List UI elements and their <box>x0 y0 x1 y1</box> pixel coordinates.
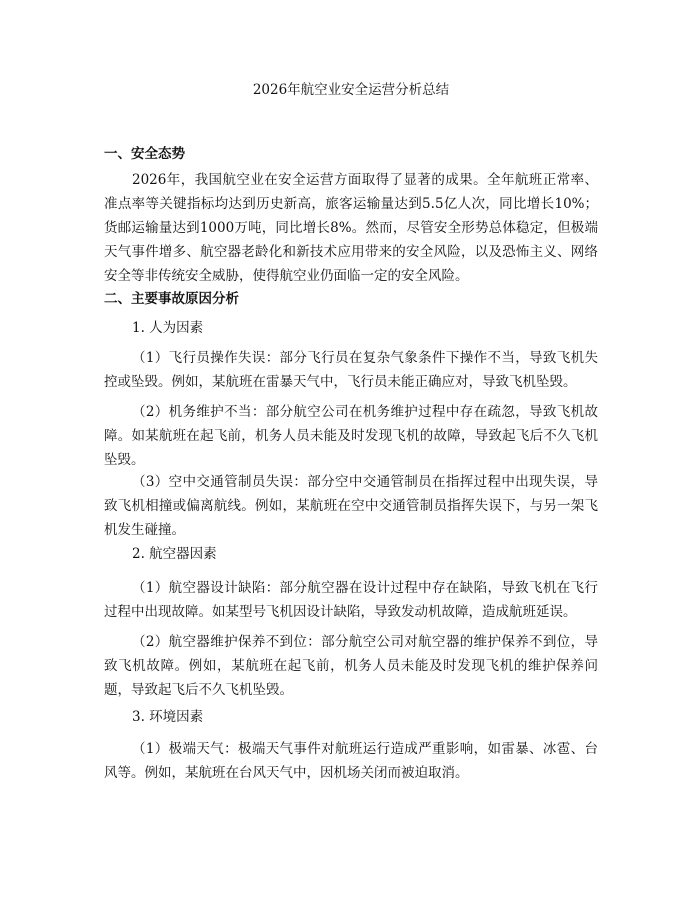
subsection-environmental-factors: 3. 环境因素 <box>132 709 204 725</box>
section-heading-safety-situation: 一、安全态势 <box>104 146 185 162</box>
paragraph-pilot-error: （1）飞行员操作失误：部分飞行员在复杂气象条件下操作不当，导致飞机失控或坠毁。例如，某航班在雷暴天气中，飞行员未能正确应对，导致飞机坠毁。 <box>104 350 598 390</box>
paragraph-safety-situation: 2026年，我国航空业在安全运营方面取得了显著的成果。全年航班正常率、准点率等关键指标均达到历史新高，旅客运输量达到5.5亿人次，同比增长10%；货邮运输量达到1000万吨，同比增长8%。然而，尽管安全形势总体稳定，但极端天气事件增多、航空器老龄化和新技术应用带来的安全风险，以及恐怖主义、网络安全等非传统安全威胁，使得航空业仍面临一定的安全风险。 <box>104 172 598 284</box>
subsection-aircraft-factors: 2. 航空器因素 <box>132 546 217 562</box>
subsection-human-factors: 1. 人为因素 <box>132 320 204 336</box>
document-title: 2026年航空业安全运营分析总结 <box>252 82 450 98</box>
paragraph-maintenance-error: （2）机务维护不当：部分航空公司在机务维护过程中存在疏忽，导致飞机故障。如某航班在起飞前，机务人员未能及时发现飞机的故障，导致起飞后不久飞机坠毁。 <box>104 404 598 468</box>
paragraph-atc-error: （3）空中交通管制员失误：部分空中交通管制员在指挥过程中出现失误，导致飞机相撞或偏离航线。例如，某航班在空中交通管制员指挥失误下，与另一架飞机发生碰撞。 <box>104 474 598 538</box>
paragraph-extreme-weather: （1）极端天气：极端天气事件对航班运行造成严重影响，如雷暴、冰雹、台风等。例如，某航班在台风天气中，因机场关闭而被迫取消。 <box>104 741 598 781</box>
paragraph-design-defect: （1）航空器设计缺陷：部分航空器在设计过程中存在缺陷，导致飞机在飞行过程中出现故障。如某型号飞机因设计缺陷，导致发动机故障，造成航班延误。 <box>104 580 598 620</box>
paragraph-maintenance-insufficient: （2）航空器维护保养不到位：部分航空公司对航空器的维护保养不到位，导致飞机故障。例如，某航班在起飞前，机务人员未能及时发现飞机的维护保养问题，导致起飞后不久飞机坠毁。 <box>104 634 598 698</box>
section-heading-accident-causes: 二、主要事故原因分析 <box>104 291 239 307</box>
